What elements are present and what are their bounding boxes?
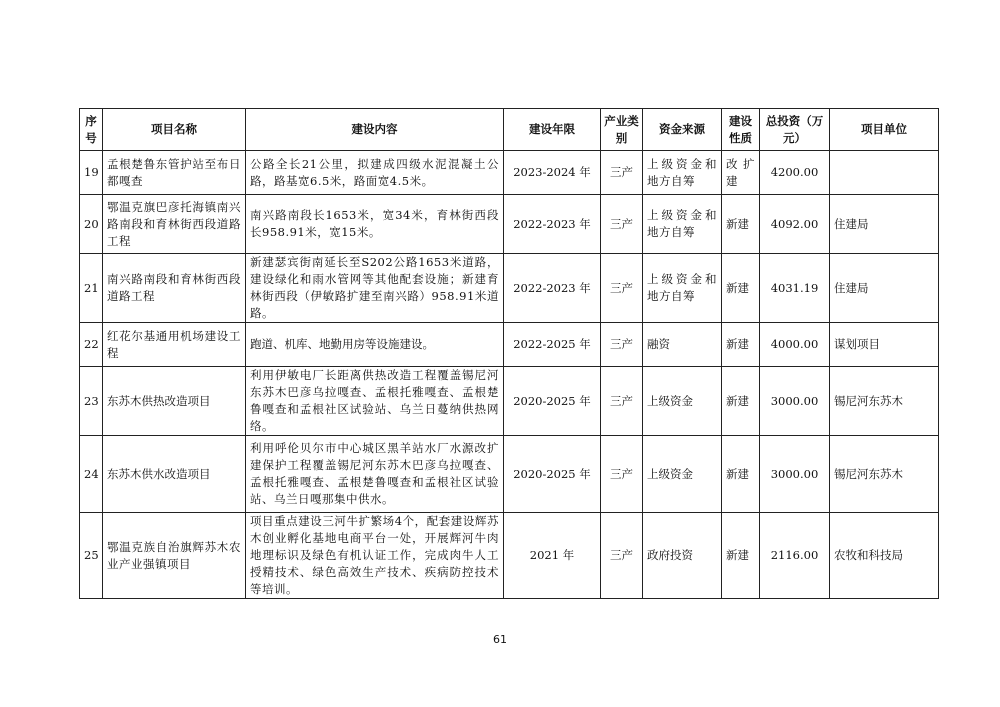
cell-name: 东苏木供热改造项目 [103,367,246,436]
header-fund: 资金来源 [643,109,722,151]
cell-years: 2020-2025 年 [504,436,601,513]
cell-industry: 三产 [601,436,643,513]
cell-unit: 住建局 [830,254,939,323]
cell-unit [830,151,939,195]
header-name: 项目名称 [103,109,246,151]
project-table [79,108,939,599]
cell-unit: 谋划项目 [830,323,939,367]
cell-fund: 政府投资 [643,513,722,599]
cell-invest: 2116.00 [760,513,830,599]
table-row [80,151,939,195]
cell-name: 南兴路南段和育林街西段道路工程 [103,254,246,323]
cell-name: 孟根楚鲁东管护站至布日都嘎查 [103,151,246,195]
cell-nature: 改扩建 [722,151,760,195]
page-number: 61 [493,633,507,646]
cell-fund: 上级资金 [643,436,722,513]
cell-seq: 24 [80,436,103,513]
table-row [80,195,939,254]
table-row [80,436,939,513]
header-content: 建设内容 [246,109,504,151]
cell-years: 2020-2025 年 [504,367,601,436]
cell-invest: 4200.00 [760,151,830,195]
cell-fund: 融资 [643,323,722,367]
cell-content: 利用呼伦贝尔市中心城区黑羊站水厂水源改扩建保护工程覆盖锡尼河东苏木巴彦乌拉嘎查、孟根托雅嘎查、孟根楚鲁嘎查和孟根社区试验站、乌兰日嘎那集中供水。 [246,436,504,513]
cell-seq: 22 [80,323,103,367]
cell-fund: 上级资金和地方自筹 [643,195,722,254]
cell-seq: 23 [80,367,103,436]
cell-years: 2022-2023 年 [504,195,601,254]
header-nature: 建设性质 [722,109,760,151]
cell-content: 跑道、机库、地勤用房等设施建设。 [246,323,504,367]
cell-seq: 25 [80,513,103,599]
cell-seq: 19 [80,151,103,195]
cell-industry: 三产 [601,254,643,323]
header-seq: 序号 [80,109,103,151]
cell-name: 红花尔基通用机场建设工程 [103,323,246,367]
cell-nature: 新建 [722,367,760,436]
table-row [80,367,939,436]
cell-unit: 锡尼河东苏木 [830,436,939,513]
cell-name: 鄂温克族自治旗辉苏木农业产业强镇项目 [103,513,246,599]
cell-industry: 三产 [601,151,643,195]
cell-years: 2022-2023 年 [504,254,601,323]
cell-industry: 三产 [601,367,643,436]
cell-name: 东苏木供水改造项目 [103,436,246,513]
cell-invest: 4000.00 [760,323,830,367]
cell-nature: 新建 [722,513,760,599]
header-invest: 总投资（万元） [760,109,830,151]
cell-unit: 住建局 [830,195,939,254]
cell-content: 项目重点建设三河牛扩繁场4个，配套建设辉苏木创业孵化基地电商平台一处，开展辉河牛肉地理标识及绿色有机认证工作，完成肉牛人工授精技术、绿色高效生产技术、疾病防控技术等培训。 [246,513,504,599]
cell-industry: 三产 [601,195,643,254]
cell-name: 鄂温克旗巴彦托海镇南兴路南段和育林街西段道路工程 [103,195,246,254]
cell-nature: 新建 [722,323,760,367]
cell-fund: 上级资金和地方自筹 [643,151,722,195]
cell-invest: 4031.19 [760,254,830,323]
cell-invest: 3000.00 [760,436,830,513]
header-years: 建设年限 [504,109,601,151]
cell-unit: 锡尼河东苏木 [830,367,939,436]
cell-unit: 农牧和科技局 [830,513,939,599]
table-header-row [80,109,939,151]
cell-seq: 21 [80,254,103,323]
table-row [80,513,939,599]
header-industry: 产业类别 [601,109,643,151]
cell-content: 公路全长21公里，拟建成四级水泥混凝土公路，路基宽6.5米，路面宽4.5米。 [246,151,504,195]
cell-fund: 上级资金和地方自筹 [643,254,722,323]
cell-seq: 20 [80,195,103,254]
header-unit: 项目单位 [830,109,939,151]
cell-years: 2022-2025 年 [504,323,601,367]
cell-industry: 三产 [601,513,643,599]
cell-years: 2021 年 [504,513,601,599]
cell-nature: 新建 [722,195,760,254]
cell-content: 利用伊敏电厂长距离供热改造工程覆盖锡尼河东苏木巴彦乌拉嘎查、孟根托雅嘎查、孟根楚鲁嘎查和孟根社区试验站、乌兰日蔓纳供热网络。 [246,367,504,436]
cell-fund: 上级资金 [643,367,722,436]
cell-industry: 三产 [601,323,643,367]
cell-nature: 新建 [722,254,760,323]
cell-content: 新建瑟宾街南延长至S202公路1653米道路，建设绿化和雨水管网等其他配套设施；新建育林街西段（伊敏路扩建至南兴路）958.91米道路。 [246,254,504,323]
cell-invest: 4092.00 [760,195,830,254]
cell-invest: 3000.00 [760,367,830,436]
cell-nature: 新建 [722,436,760,513]
table-row [80,323,939,367]
cell-years: 2023-2024 年 [504,151,601,195]
table-row [80,254,939,323]
cell-content: 南兴路南段长1653米，宽34米，育林街西段长958.91米，宽15米。 [246,195,504,254]
